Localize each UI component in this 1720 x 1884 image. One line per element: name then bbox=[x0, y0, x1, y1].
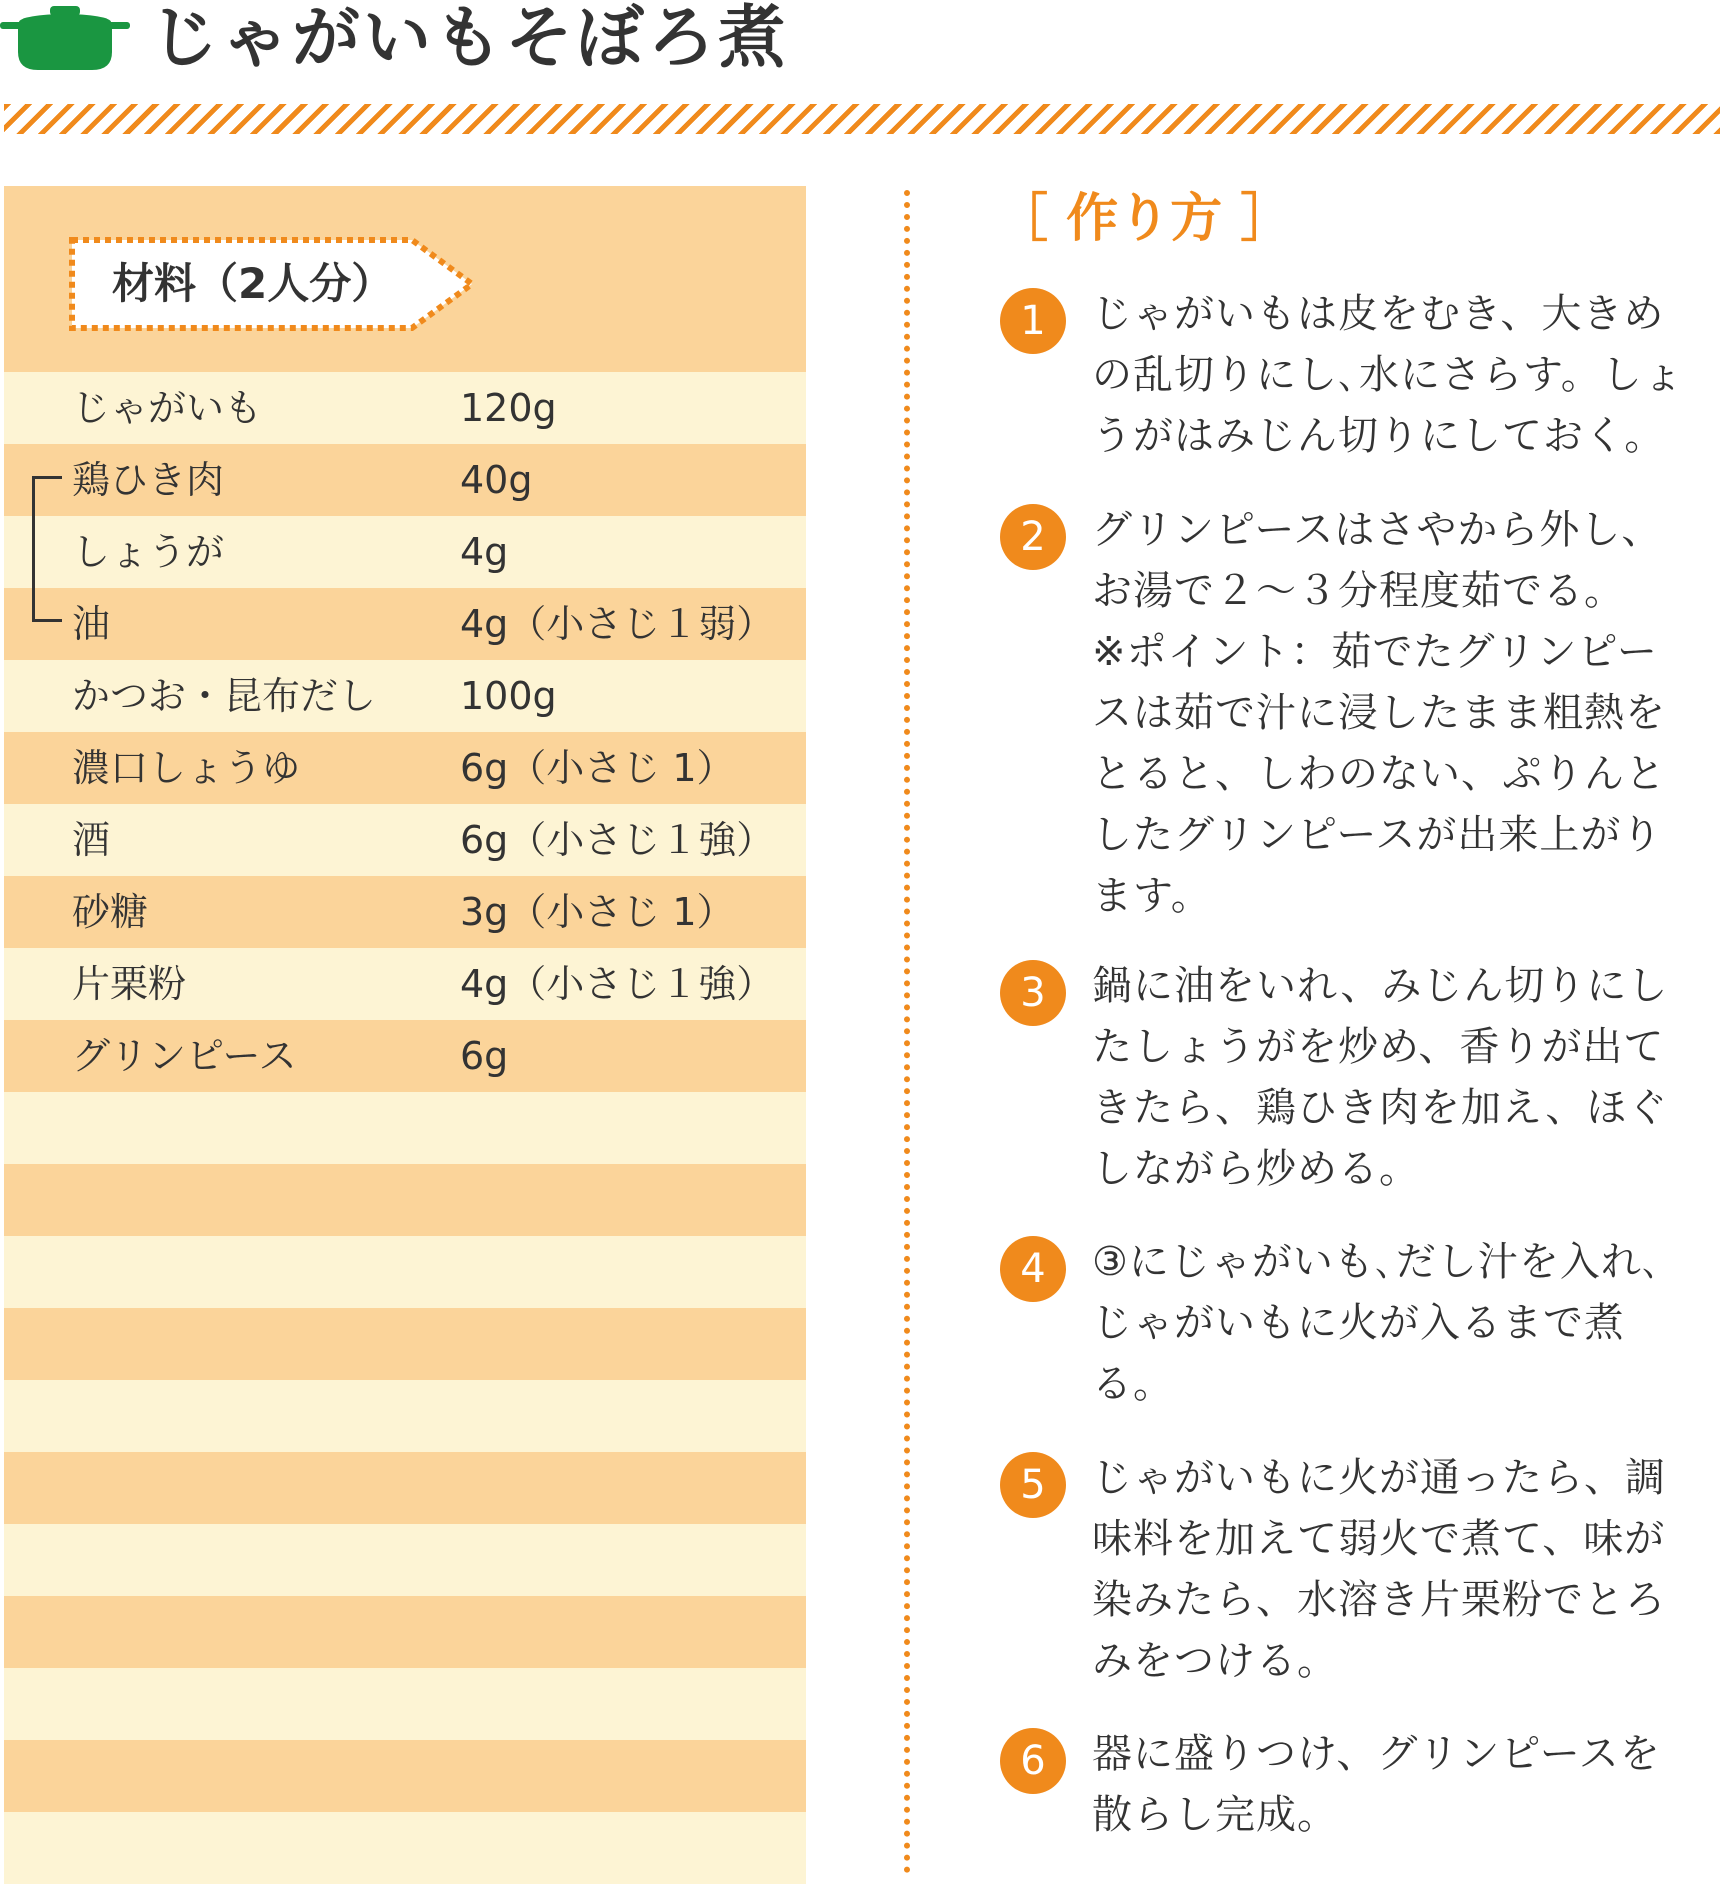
empty-row bbox=[4, 1668, 806, 1740]
ingredient-amount: 100g bbox=[460, 674, 557, 718]
step-line: 鍋に油をいれ、みじん切りにし bbox=[1092, 963, 1669, 1009]
step-text bbox=[1092, 956, 1706, 1200]
ingredient-amount: 40g bbox=[460, 458, 533, 502]
step-number-badge: 3 bbox=[1000, 960, 1066, 1026]
empty-row bbox=[4, 1596, 806, 1668]
ingredient-amount: 6g bbox=[460, 1034, 509, 1078]
step-line: ③にじゃがいも､だし汁を入れ､ bbox=[1092, 1239, 1663, 1285]
page-title: じゃがいもそぼろ煮 bbox=[150, 0, 790, 78]
empty-row bbox=[4, 1164, 806, 1236]
ingredients-table bbox=[4, 372, 806, 1884]
step-number-badge: 1 bbox=[1000, 288, 1066, 354]
step-text bbox=[1092, 500, 1706, 927]
step-number-badge: 4 bbox=[1000, 1236, 1066, 1302]
step-line: 散らし完成。 bbox=[1092, 1792, 1338, 1838]
step-line: とると、しわのない、ぷりんと bbox=[1092, 751, 1666, 797]
ingredient-name: 油 bbox=[72, 602, 111, 646]
ingredient-name: しょうが bbox=[72, 530, 225, 574]
step-text bbox=[1092, 1448, 1706, 1692]
empty-row bbox=[4, 1380, 806, 1452]
step-line: ます。 bbox=[1092, 873, 1212, 919]
step-line: しながら炒める。 bbox=[1092, 1146, 1420, 1192]
ingredient-amount: 4g bbox=[460, 530, 509, 574]
ingredient-row bbox=[4, 372, 806, 444]
empty-row bbox=[4, 1092, 806, 1164]
ingredient-row bbox=[4, 660, 806, 732]
group-bracket bbox=[32, 476, 62, 622]
ingredient-row bbox=[4, 588, 806, 660]
ingredient-row bbox=[4, 516, 806, 588]
ingredient-row bbox=[4, 876, 806, 948]
step-line: る。 bbox=[1092, 1361, 1174, 1407]
step-line: うがはみじん切りにしておく。 bbox=[1092, 413, 1666, 459]
step-text bbox=[1092, 284, 1706, 467]
pot-icon bbox=[0, 0, 130, 80]
ingredient-name: グリンピース bbox=[72, 1034, 297, 1078]
step-line: じゃがいもに火が入るまで煮 bbox=[1092, 1300, 1625, 1346]
ingredient-row bbox=[4, 1020, 806, 1092]
ingredient-name: 片栗粉 bbox=[72, 962, 187, 1006]
step-line: グリンピースはさやから外し、 bbox=[1092, 507, 1663, 553]
ingredient-amount: 120g bbox=[460, 386, 557, 430]
step-number-badge: 6 bbox=[1000, 1728, 1066, 1794]
step-line: じゃがいもに火が通ったら、調 bbox=[1092, 1455, 1666, 1501]
ingredients-panel bbox=[4, 186, 806, 1874]
step-line: 染みたら、水溶き片栗粉でとろ bbox=[1092, 1577, 1666, 1623]
step-line: スは茹で汁に浸したまま粗熱を bbox=[1092, 690, 1666, 736]
ingredient-row bbox=[4, 948, 806, 1020]
empty-row bbox=[4, 1740, 806, 1812]
ingredients-label: 材料（2人分） bbox=[112, 259, 394, 308]
ingredient-amount: 6g（小さじ１強） bbox=[460, 818, 775, 862]
step-line: みをつける。 bbox=[1092, 1638, 1338, 1684]
ingredient-name: 濃口しょうゆ bbox=[72, 746, 301, 790]
ingredient-name: かつお・昆布だし bbox=[72, 674, 377, 718]
ingredient-amount: 3g（小さじ 1） bbox=[460, 890, 735, 934]
step-line: お湯で２～３分程度茹でる。 bbox=[1092, 568, 1625, 614]
ingredient-name: じゃがいも bbox=[72, 386, 263, 430]
step-line: きたら、鶏ひき肉を加え、ほぐ bbox=[1092, 1085, 1669, 1131]
ingredient-name: 砂糖 bbox=[72, 890, 149, 934]
step-text bbox=[1092, 1232, 1706, 1415]
empty-row bbox=[4, 1812, 806, 1884]
empty-row bbox=[4, 1452, 806, 1524]
ingredient-row bbox=[4, 804, 806, 876]
step-number-badge: 5 bbox=[1000, 1452, 1066, 1518]
step-text bbox=[1092, 1724, 1706, 1846]
empty-row bbox=[4, 1236, 806, 1308]
step-line: 器に盛りつけ、グリンピースを bbox=[1092, 1731, 1661, 1777]
ingredient-row bbox=[4, 732, 806, 804]
header-stripe-divider bbox=[4, 104, 1720, 134]
ingredient-name: 酒 bbox=[72, 818, 111, 862]
ingredient-amount: 4g（小さじ１弱） bbox=[460, 602, 775, 646]
ingredient-amount: 4g（小さじ１強） bbox=[460, 962, 775, 1006]
step-line: 味料を加えて弱火で煮て、味が bbox=[1092, 1516, 1666, 1562]
empty-row bbox=[4, 1524, 806, 1596]
empty-row bbox=[4, 1308, 806, 1380]
step-line: たしょうがを炒め、香りが出て bbox=[1092, 1024, 1665, 1070]
step-line: ※ポイント：茹でたグリンピー bbox=[1092, 629, 1658, 675]
step-line: じゃがいもは皮をむき、大きめ bbox=[1092, 291, 1665, 337]
dotted-divider bbox=[904, 190, 910, 1874]
ingredient-amount: 6g（小さじ 1） bbox=[460, 746, 735, 790]
ingredient-name: 鶏ひき肉 bbox=[72, 458, 225, 502]
step-line: したグリンピースが出来上がり bbox=[1092, 812, 1663, 858]
step-line: の乱切りにし､水にさらす。しょ bbox=[1092, 352, 1684, 398]
ingredient-row bbox=[4, 444, 806, 516]
step-number-badge: 2 bbox=[1000, 504, 1066, 570]
method-title: ［ 作り方 ］ bbox=[996, 189, 1293, 249]
